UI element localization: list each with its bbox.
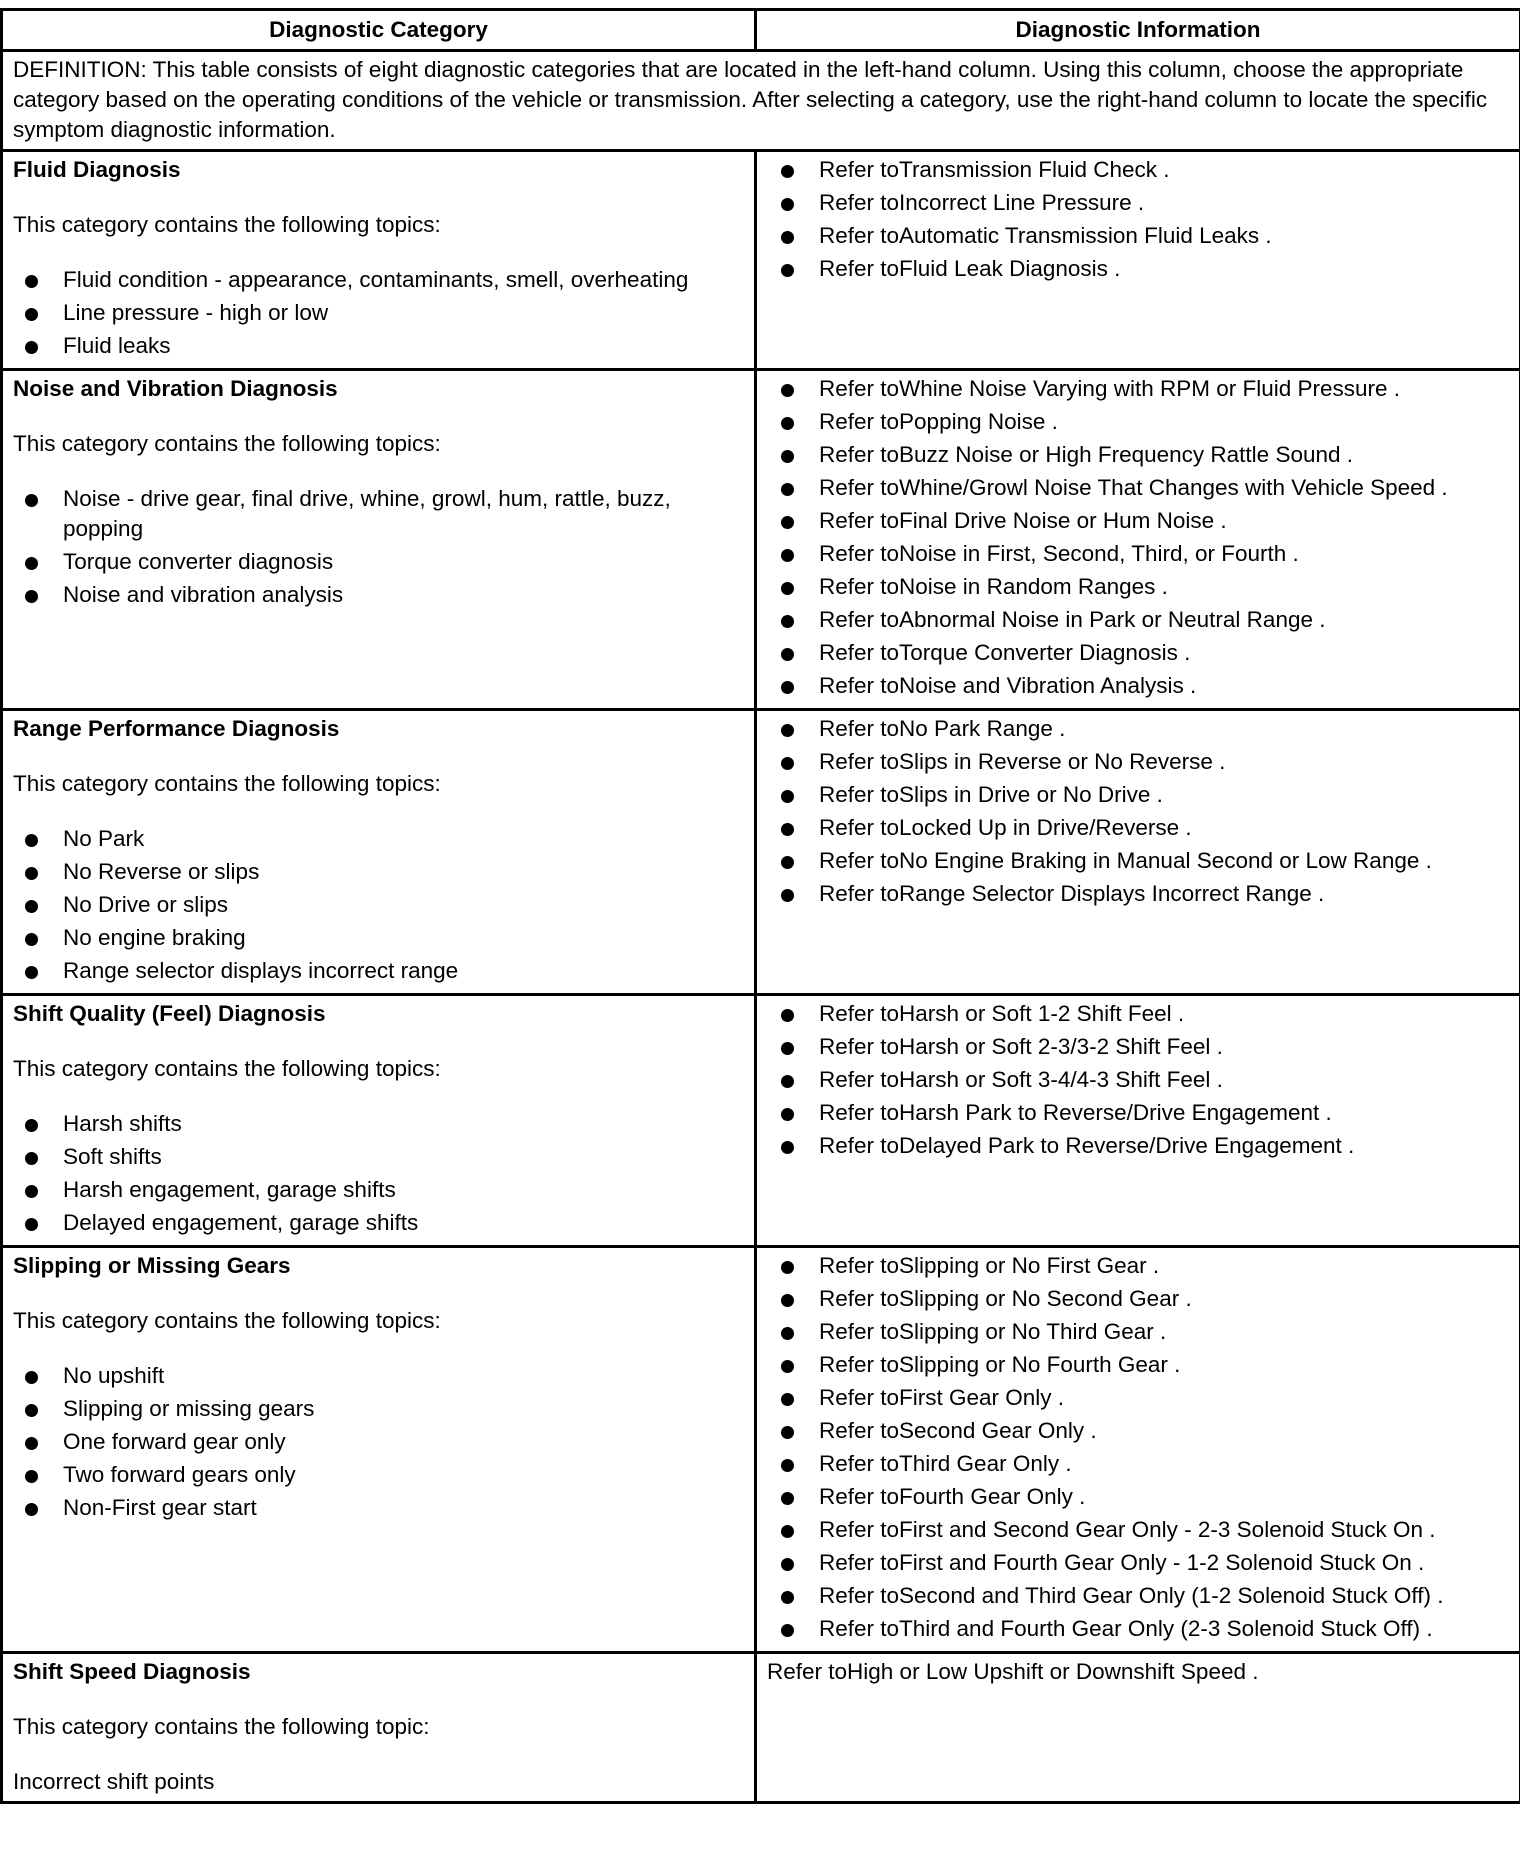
reference-list — [767, 1251, 1511, 1644]
reference-link[interactable]: Refer toFluid Leak Diagnosis . — [819, 254, 1511, 284]
definition-text: DEFINITION: This table consists of eight diagnostic categories that are located in the left-hand column. Using this column, choose the appropriate category based on the operating conditions of the vehicle or transmission. After selecting a category, use the right-hand column to locate the specific symptom diagnostic information. — [2, 51, 1520, 151]
reference-link[interactable]: Refer toHarsh or Soft 2-3/3-2 Shift Feel . — [819, 1032, 1511, 1062]
category-intro: This category contains the following topic: — [13, 1714, 430, 1739]
reference-link[interactable]: Refer toTorque Converter Diagnosis . — [819, 638, 1511, 668]
reference-link[interactable]: Refer toNo Engine Braking in Manual Second or Low Range . — [819, 846, 1511, 876]
reference-link[interactable]: Refer toFirst and Second Gear Only - 2-3 Solenoid Stuck On . — [819, 1515, 1511, 1545]
reference-list — [767, 155, 1511, 284]
reference-link[interactable]: Refer toRange Selector Displays Incorrect Range . — [819, 879, 1511, 909]
category-title: Shift Speed Diagnosis — [13, 1659, 251, 1684]
topic-item: One forward gear only — [63, 1427, 746, 1457]
reference-link[interactable]: Refer toHigh or Low Upshift or Downshift Speed . — [767, 1659, 1259, 1684]
reference-link[interactable]: Refer toTransmission Fluid Check . — [819, 155, 1511, 185]
topic-list — [13, 1109, 746, 1238]
reference-link[interactable]: Refer toSlipping or No Third Gear . — [819, 1317, 1511, 1347]
category-cell — [2, 1653, 756, 1803]
info-cell — [756, 1247, 1520, 1653]
category-title: Slipping or Missing Gears — [13, 1253, 291, 1278]
diagnostic-table — [0, 8, 1520, 1804]
topic-item: Torque converter diagnosis — [63, 547, 746, 577]
reference-link[interactable]: Refer toFirst and Fourth Gear Only - 1-2 Solenoid Stuck On . — [819, 1548, 1511, 1578]
category-row — [2, 370, 1520, 710]
reference-link[interactable]: Refer toSlips in Drive or No Drive . — [819, 780, 1511, 810]
info-cell — [756, 370, 1520, 710]
topic-item: Range selector displays incorrect range — [63, 956, 746, 986]
category-title: Shift Quality (Feel) Diagnosis — [13, 1001, 326, 1026]
reference-link[interactable]: Refer toWhine Noise Varying with RPM or Fluid Pressure . — [819, 374, 1511, 404]
topic-item: No Drive or slips — [63, 890, 746, 920]
topic-item: Two forward gears only — [63, 1460, 746, 1490]
topic-item: No upshift — [63, 1361, 746, 1391]
category-cell — [2, 995, 756, 1247]
reference-link[interactable]: Refer toThird Gear Only . — [819, 1449, 1511, 1479]
topic-item: Non-First gear start — [63, 1493, 746, 1523]
reference-link[interactable]: Refer toWhine/Growl Noise That Changes with Vehicle Speed . — [819, 473, 1511, 503]
reference-link[interactable]: Refer toHarsh or Soft 3-4/4-3 Shift Feel . — [819, 1065, 1511, 1095]
topic-list — [13, 265, 746, 361]
reference-list — [767, 714, 1511, 909]
topic-list — [13, 824, 746, 986]
info-cell — [756, 995, 1520, 1247]
category-row — [2, 1653, 1520, 1803]
topic-item: Harsh engagement, garage shifts — [63, 1175, 746, 1205]
category-title: Range Performance Diagnosis — [13, 716, 340, 741]
reference-link[interactable]: Refer toHarsh Park to Reverse/Drive Engagement . — [819, 1098, 1511, 1128]
topic-item: Noise - drive gear, final drive, whine, growl, hum, rattle, buzz, popping — [63, 484, 746, 544]
reference-link[interactable]: Refer toSecond Gear Only . — [819, 1416, 1511, 1446]
topic-list — [13, 1361, 746, 1523]
category-intro: This category contains the following topics: — [13, 771, 441, 796]
category-row — [2, 151, 1520, 370]
topic-item: Harsh shifts — [63, 1109, 746, 1139]
topic-item: No engine braking — [63, 923, 746, 953]
info-cell — [756, 710, 1520, 995]
topic-item: Soft shifts — [63, 1142, 746, 1172]
reference-link[interactable]: Refer toPopping Noise . — [819, 407, 1511, 437]
reference-list — [767, 374, 1511, 701]
reference-link[interactable]: Refer toDelayed Park to Reverse/Drive Engagement . — [819, 1131, 1511, 1161]
category-cell — [2, 151, 756, 370]
topic-item: No Reverse or slips — [63, 857, 746, 887]
topic-item: Noise and vibration analysis — [63, 580, 746, 610]
category-intro: This category contains the following topics: — [13, 1056, 441, 1081]
category-intro: This category contains the following topics: — [13, 431, 441, 456]
category-cell — [2, 710, 756, 995]
reference-link[interactable]: Refer toNoise in First, Second, Third, or Fourth . — [819, 539, 1511, 569]
topic-item: Fluid condition - appearance, contaminants, smell, overheating — [63, 265, 746, 295]
topic-item: Incorrect shift points — [13, 1769, 215, 1794]
topic-item: Delayed engagement, garage shifts — [63, 1208, 746, 1238]
reference-link[interactable]: Refer toSlipping or No Fourth Gear . — [819, 1350, 1511, 1380]
reference-link[interactable]: Refer toIncorrect Line Pressure . — [819, 188, 1511, 218]
reference-link[interactable]: Refer toSlipping or No First Gear . — [819, 1251, 1511, 1281]
reference-link[interactable]: Refer toSecond and Third Gear Only (1-2 Solenoid Stuck Off) . — [819, 1581, 1511, 1611]
header-diagnostic-category: Diagnostic Category — [2, 10, 756, 51]
category-row — [2, 710, 1520, 995]
reference-link[interactable]: Refer toBuzz Noise or High Frequency Rattle Sound . — [819, 440, 1511, 470]
reference-link[interactable]: Refer toAutomatic Transmission Fluid Leaks . — [819, 221, 1511, 251]
header-row — [2, 10, 1520, 51]
category-title: Fluid Diagnosis — [13, 157, 181, 182]
topic-item: Fluid leaks — [63, 331, 746, 361]
reference-link[interactable]: Refer toNoise in Random Ranges . — [819, 572, 1511, 602]
category-title: Noise and Vibration Diagnosis — [13, 376, 338, 401]
reference-link[interactable]: Refer toNoise and Vibration Analysis . — [819, 671, 1511, 701]
reference-link[interactable]: Refer toLocked Up in Drive/Reverse . — [819, 813, 1511, 843]
category-intro: This category contains the following topics: — [13, 212, 441, 237]
category-row — [2, 1247, 1520, 1653]
topic-list — [13, 484, 746, 610]
reference-link[interactable]: Refer toFinal Drive Noise or Hum Noise . — [819, 506, 1511, 536]
reference-link[interactable]: Refer toAbnormal Noise in Park or Neutral Range . — [819, 605, 1511, 635]
category-intro: This category contains the following topics: — [13, 1308, 441, 1333]
category-cell — [2, 370, 756, 710]
category-cell — [2, 1247, 756, 1653]
reference-link[interactable]: Refer toHarsh or Soft 1-2 Shift Feel . — [819, 999, 1511, 1029]
info-cell — [756, 1653, 1520, 1803]
reference-link[interactable]: Refer toSlipping or No Second Gear . — [819, 1284, 1511, 1314]
definition-row — [2, 51, 1520, 151]
reference-link[interactable]: Refer toFirst Gear Only . — [819, 1383, 1511, 1413]
topic-item: Slipping or missing gears — [63, 1394, 746, 1424]
header-diagnostic-information: Diagnostic Information — [756, 10, 1520, 51]
reference-link[interactable]: Refer toThird and Fourth Gear Only (2-3 Solenoid Stuck Off) . — [819, 1614, 1511, 1644]
reference-list — [767, 999, 1511, 1161]
reference-link[interactable]: Refer toNo Park Range . — [819, 714, 1511, 744]
topic-item: Line pressure - high or low — [63, 298, 746, 328]
category-row — [2, 995, 1520, 1247]
reference-link[interactable]: Refer toSlips in Reverse or No Reverse . — [819, 747, 1511, 777]
reference-link[interactable]: Refer toFourth Gear Only . — [819, 1482, 1511, 1512]
topic-item: No Park — [63, 824, 746, 854]
info-cell — [756, 151, 1520, 370]
